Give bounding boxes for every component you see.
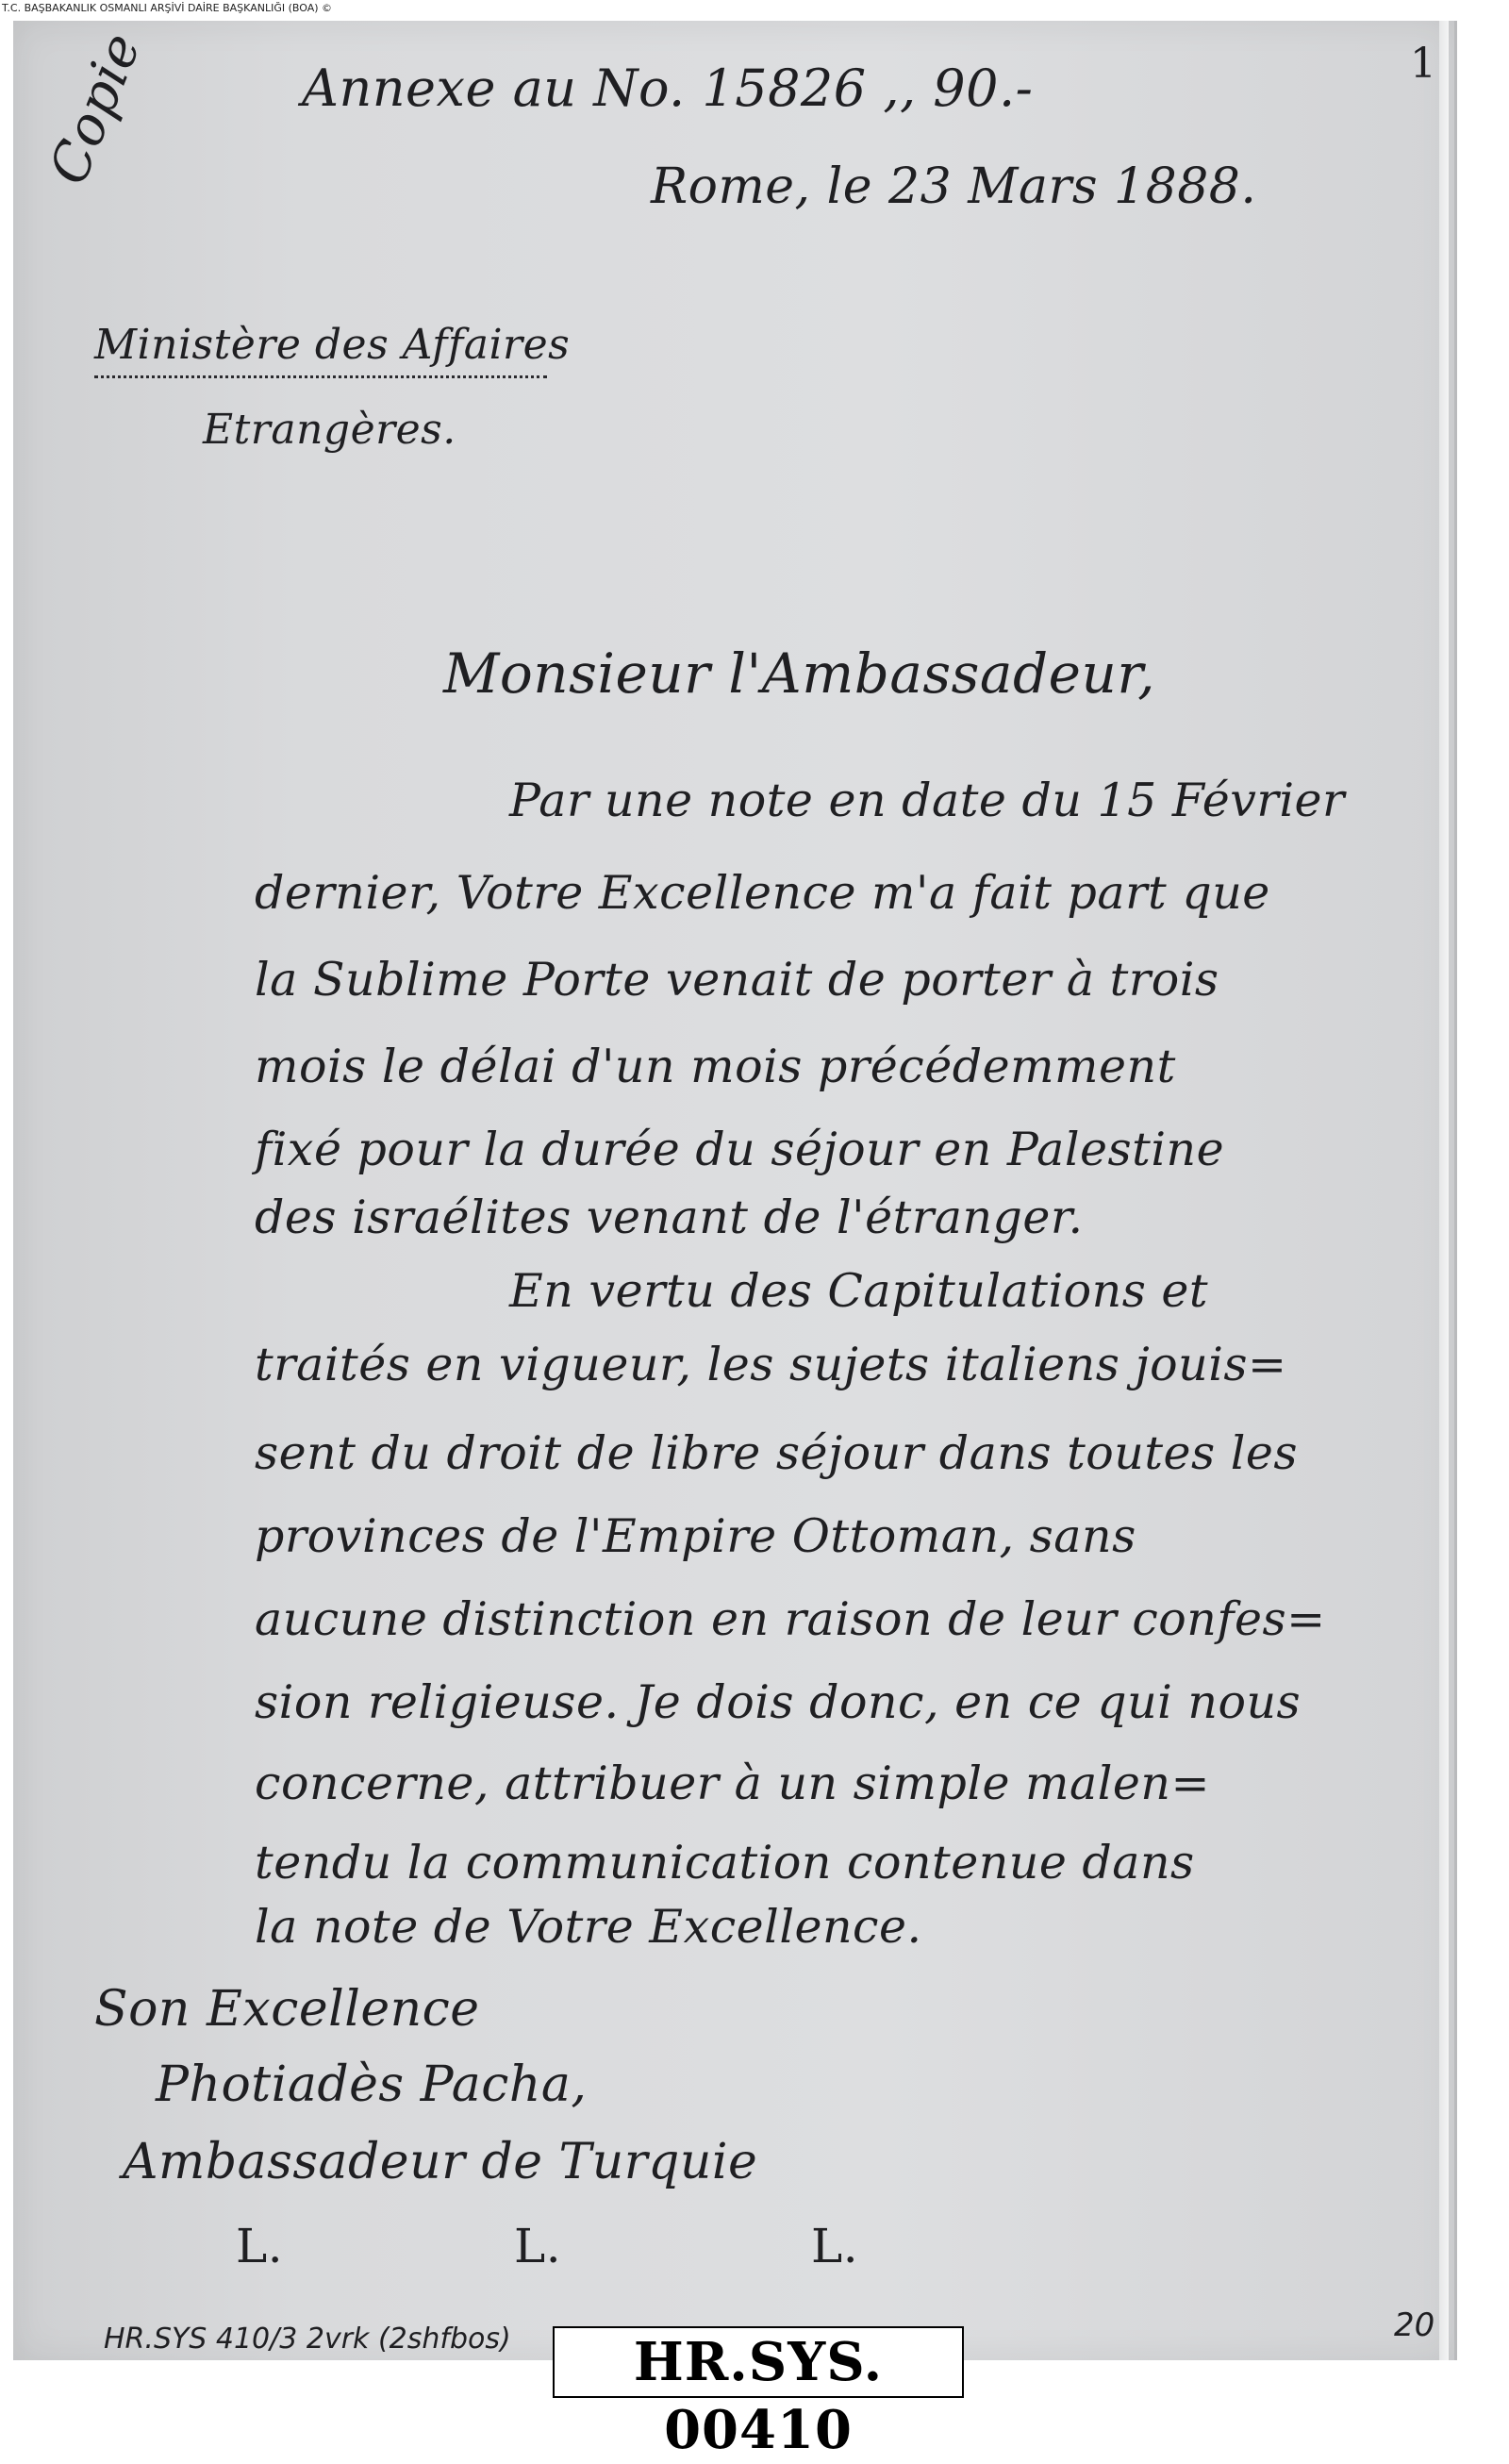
addressee-role: Ambassadeur de Turquie [123, 2134, 758, 2190]
body-line: des israélites venant de l'étranger. [255, 1190, 1084, 1244]
archive-stamp: HR.SYS. 00410 [553, 2326, 964, 2398]
body-line: fixé pour la durée du séjour en Palestine [255, 1123, 1225, 1176]
ministry-line-1: Ministère des Affaires [94, 321, 571, 369]
body-line: traités en vigueur, les sujets italiens jouis= [255, 1338, 1287, 1391]
addressee-title: Son Excellence [94, 1981, 480, 2038]
archive-page-count: 20 [1394, 2306, 1435, 2344]
body-line: tendu la communication contenue dans [255, 1836, 1195, 1890]
body-line: En vertu des Capitulations et [509, 1264, 1209, 1318]
copie-mark: Copie [38, 25, 154, 193]
seal-mark: L. [236, 2219, 284, 2273]
body-line: dernier, Votre Excellence m'a fait part que [255, 866, 1270, 920]
body-line: sent du droit de libre séjour dans toutes les [255, 1426, 1299, 1480]
body-line: provinces de l'Empire Ottoman, sans [255, 1509, 1136, 1563]
annexe-reference: Annexe au No. 15826 ,, 90.- [302, 58, 1034, 118]
page-number: 1 [1410, 40, 1437, 88]
addressee-name: Photiadès Pacha, [156, 2056, 588, 2113]
letter-date: Rome, le 23 Mars 1888. [651, 158, 1257, 215]
archive-copyright: T.C. BAŞBAKANLIK OSMANLI ARŞİVİ DAİRE BAŞKANLIĞI (BOA) © [2, 2, 333, 14]
ministry-underline [94, 375, 547, 378]
body-line: concerne, attribuer à un simple malen= [255, 1756, 1211, 1810]
archive-reference: HR.SYS 410/3 2vrk (2shfbos) [104, 2322, 511, 2356]
seal-mark: L. [811, 2219, 859, 2273]
body-line: Par une note en date du 15 Février [509, 774, 1345, 827]
body-line: la note de Votre Excellence. [255, 1900, 922, 1954]
body-line: mois le délai d'un mois précédemment [255, 1040, 1176, 1093]
body-line: sion religieuse. Je dois donc, en ce qui nous [255, 1675, 1302, 1729]
page-edge [1439, 21, 1449, 2360]
salutation: Monsieur l'Ambassadeur, [443, 641, 1156, 706]
seal-mark: L. [514, 2219, 562, 2273]
body-line: aucune distinction en raison de leur confes= [255, 1592, 1326, 1646]
body-line: la Sublime Porte venait de porter à trois [255, 953, 1219, 1007]
ministry-line-2: Etrangères. [203, 406, 456, 454]
